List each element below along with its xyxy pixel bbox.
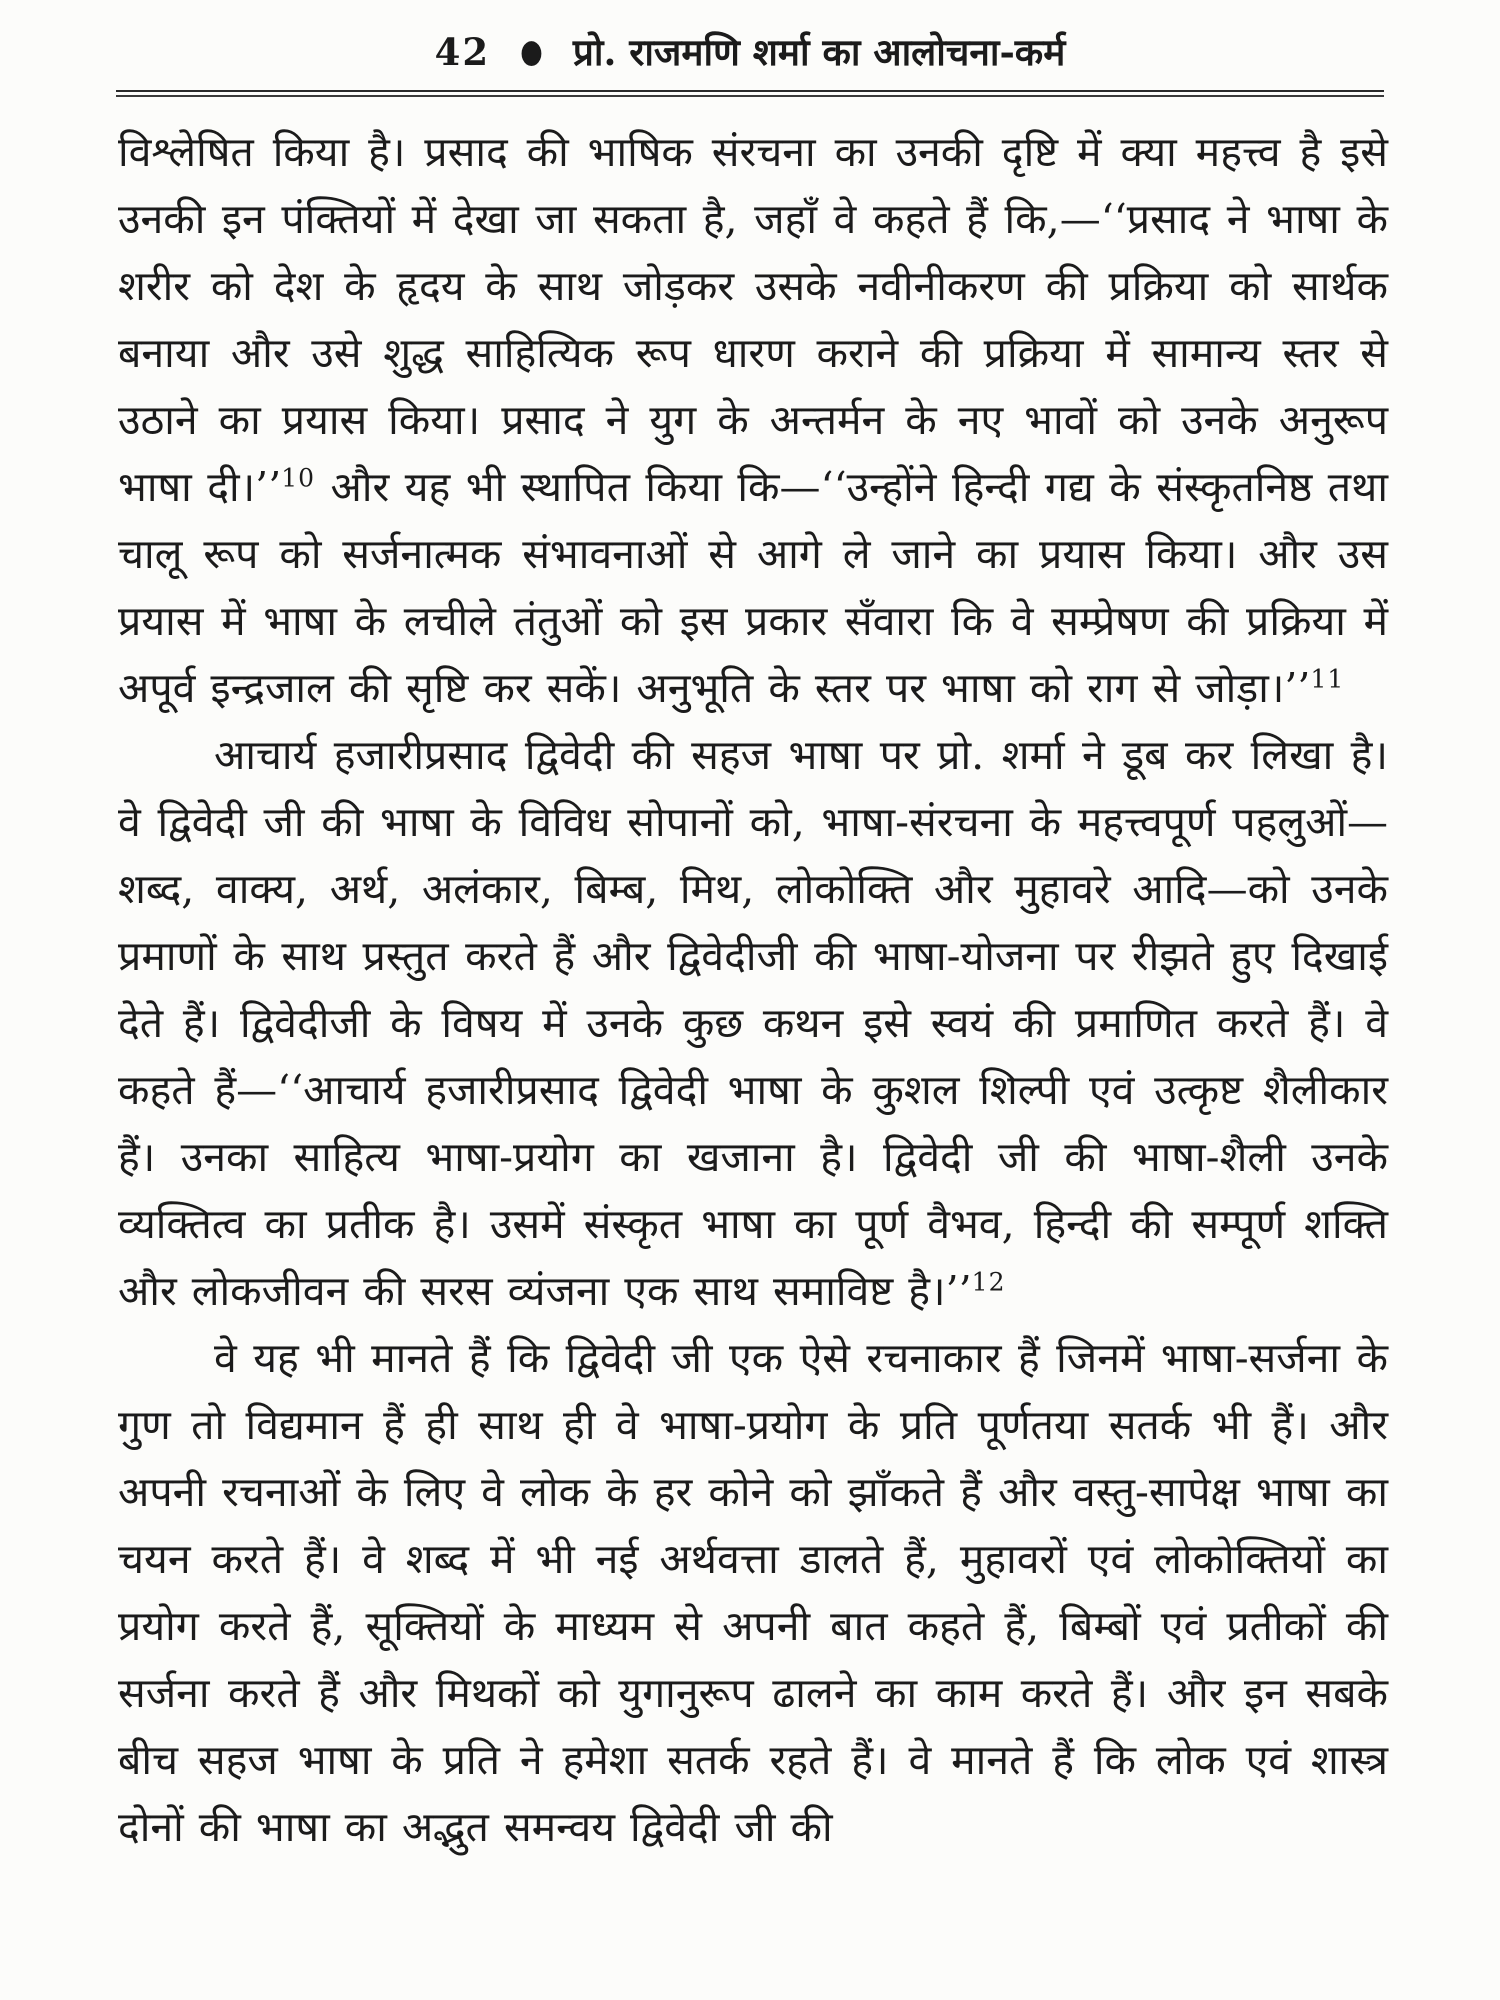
paragraph-text: और यह भी स्थापित किया कि—‘‘उन्होंने हिन्दी गद्य के संस्कृतनिष्ठ तथा चालू रूप को सर्जनात्मक संभावनाओं से आगे ले जाने का प्रयास किया। और उस प्रयास में भाषा के लचीले तंतुओं को इस प्रकार सँवारा कि वे सम्प्रेषण की प्रक्रिया में अपूर्व इन्द्रजाल की सृष्टि कर सकें। अनुभूति के स्तर पर भाषा को राग से जोड़ा।’’: [118, 463, 1388, 713]
paragraph: [118, 1325, 1388, 1861]
paragraph-text: आचार्य हजारीप्रसाद द्विवेदी की सहज भाषा पर प्रो. शर्मा ने डूब कर लिखा है। वे द्विवेदी जी की भाषा के विविध सोपानों को, भाषा-संरचना के महत्त्वपूर्ण पहलुओं—शब्द, वाक्य, अर्थ, अलंकार, बिम्ब, मिथ, लोकोक्ति और मुहावरे आदि—को उनके प्रमाणों के साथ प्रस्तुत करते हैं और द्विवेदीजी की भाषा-योजना पर रीझते हुए दिखाई देते हैं। द्विवेदीजी के विषय में उनके कुछ कथन इसे स्वयं की प्रमाणित करते हैं। वे कहते हैं—‘‘आचार्य हजारीप्रसाद द्विवेदी भाषा के कुशल शिल्पी एवं उत्कृष्ट शैलीकार हैं। उनका साहित्य भाषा-प्रयोग का खजाना है। द्विवेदी जी की भाषा-शैली उनके व्यक्तित्व का प्रतीक है। उसमें संस्कृत भाषा का पूर्ण वैभव, हिन्दी की सम्पूर्ण शक्ति और लोकजीवन की सरस व्यंजना एक साथ समाविष्ट है।’’: [118, 731, 1388, 1316]
footnote-reference: 12: [971, 1267, 1006, 1297]
paragraph: [118, 722, 1388, 1325]
footnote-reference: 10: [281, 463, 316, 493]
paragraph-text: विश्लेषित किया है। प्रसाद की भाषिक संरचना का उनकी दृष्टि में क्या महत्त्व है इसे उनकी इन पंक्तियों में देखा जा सकता है, जहाँ वे कहते हैं कि,—‘‘प्रसाद ने भाषा के शरीर को देश के हृदय के साथ जोड़कर उसके नवीनीकरण की प्रक्रिया को सार्थक बनाया और उसे शुद्ध साहित्यिक रूप धारण कराने की प्रक्रिया में सामान्य स्तर से उठाने का प्रयास किया। प्रसाद ने युग के अन्तर्मन के नए भावों को उनके अनुरूप भाषा दी।’’: [118, 128, 1388, 512]
page-number: 42: [434, 30, 491, 74]
bullet-icon: ●: [520, 33, 543, 71]
header-rule: [116, 90, 1384, 97]
page-body: [118, 119, 1388, 1861]
footnote-reference: 11: [1310, 664, 1345, 694]
running-title: प्रो. राजमणि शर्मा का आलोचना-कर्म: [572, 30, 1066, 74]
paragraph-text: वे यह भी मानते हैं कि द्विवेदी जी एक ऐसे रचनाकार हैं जिनमें भाषा-सर्जना के गुण तो विद्यमान हैं ही साथ ही वे भाषा-प्रयोग के प्रति पूर्णतया सतर्क भी हैं। और अपनी रचनाओं के लिए वे लोक के हर कोने को झाँकते हैं और वस्तु-सापेक्ष भाषा का चयन करते हैं। वे शब्द में भी नई अर्थवत्ता डालते हैं, मुहावरों एवं लोकोक्तियों का प्रयोग करते हैं, सूक्तियों के माध्यम से अपनी बात कहते हैं, बिम्बों एवं प्रतीकों की सर्जना करते हैं और मिथकों को युगानुरूप ढालने का काम करते हैं। और इन सबके बीच सहज भाषा के प्रति ने हमेशा सतर्क रहते हैं। वे मानते हैं कि लोक एवं शास्त्र दोनों की भाषा का अद्भुत समन्वय द्विवेदी जी की: [118, 1334, 1389, 1852]
page-header: [0, 0, 1500, 74]
paragraph: [118, 119, 1388, 722]
